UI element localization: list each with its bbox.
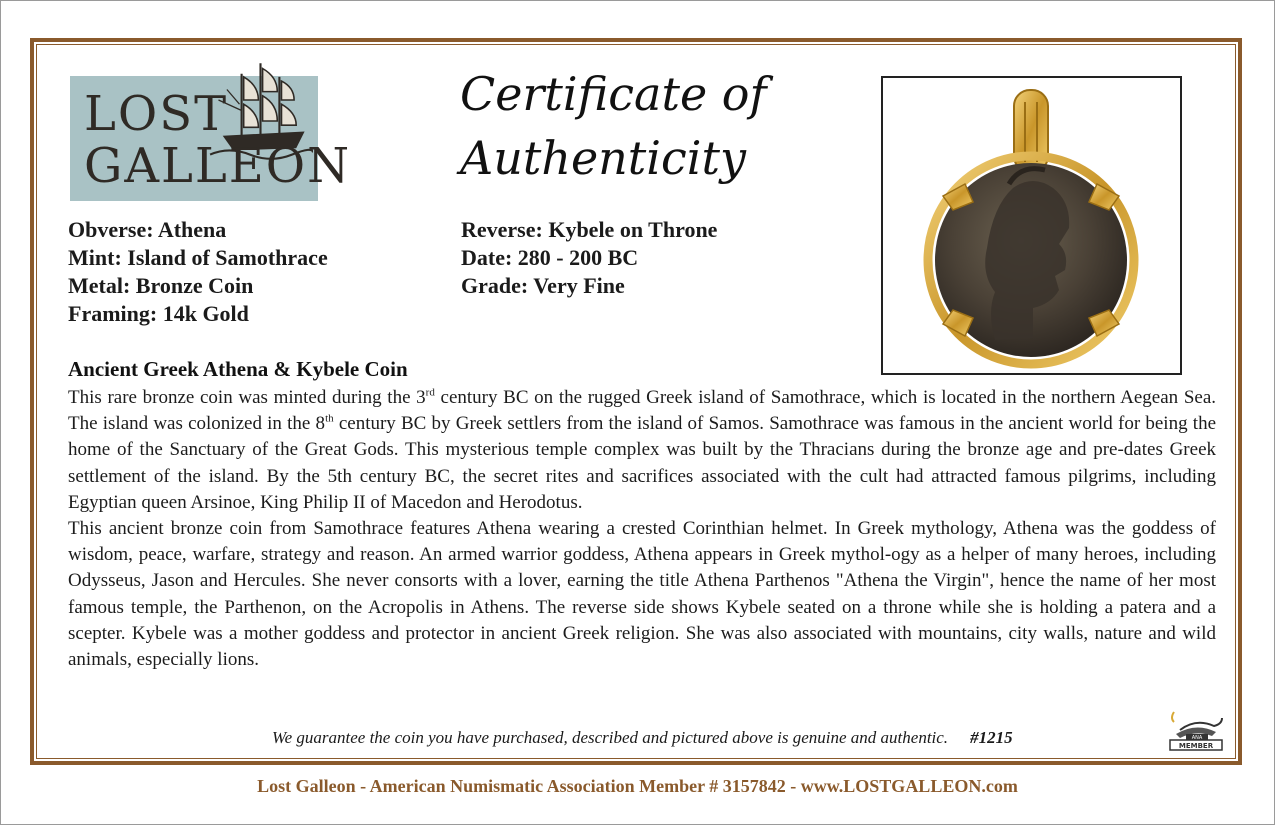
p1-part-b: century BC on the rugged Greek island of Samothrace, which is located in the northern Aegean Sea. The island was colonized in the 8	[68, 387, 1216, 435]
description-paragraph-2: This ancient bronze coin from Samothrace features Athena wearing a crested Corinthian helmet. In Greek mythology, Athena was the goddess of wisdom, peace, warfare, strategy and reason. An armed warrior goddess, Athena appears in Greek mythol-ogy as a helper of many heroes, including Odysseus, Jason and Hercules. She never consorts with a lover, earning the title Athena Parthenos "Athena the Virgin", hence the name of her most famous temple, the Parthenon, on the Acropolis in Athens. The reverse side shows Kybele seated on a throne while she is holding a patera and a scepter. Kybele was a mother goddess and protector in ancient Greek religion. She was also associated with mountains, city walls, nature and wild animals, especially lions.	[68, 518, 1216, 671]
p1-part-c: century BC by Greek settlers from the island of Samos. Samothrace was famous in the ancient world for being the home of the Sanctuary of the Great Gods. This mysterious temple complex was built by the Thracians during the bronze age and pre-dates Greek settlement of the island. By the 5th century BC, the secret rites and sacrifices associated with the cult had attracted famous pilgrims, including Egyptian queen Arsinoe, King Philip II of Macedon and Herodotus.	[68, 413, 1216, 513]
ana-member-label: MEMBER	[1178, 742, 1214, 750]
attr-grade: Grade: Very Fine	[461, 273, 625, 298]
logo-word-lost: LOST	[84, 86, 229, 142]
attributes-right	[461, 216, 717, 300]
p1-sup-rd: rd	[425, 386, 435, 399]
attributes-left	[68, 216, 328, 328]
logo-word-galleon: GALLEON	[84, 138, 352, 194]
title-line-2: Authenticity	[460, 131, 746, 185]
attr-reverse: Reverse: Kybele on Throne	[461, 217, 718, 242]
guarantee-line	[272, 728, 1013, 748]
attr-obverse: Obverse: Athena	[68, 217, 227, 242]
description-body	[68, 385, 1216, 673]
p1-sup-th: th	[325, 412, 334, 425]
description-paragraph-1	[68, 385, 1216, 516]
p1-part-a: This rare bronze coin was minted during the 3	[68, 387, 426, 408]
coin-pendant-image	[883, 78, 1180, 373]
certificate-title	[460, 62, 800, 190]
description-heading: Ancient Greek Athena & Kybele Coin	[68, 357, 408, 381]
attr-mint: Mint: Island of Samothrace	[68, 245, 328, 270]
coin-photo	[881, 76, 1182, 375]
guarantee-text: We guarantee the coin you have purchased, described and pictured above is genuine and authentic.	[272, 728, 949, 747]
attr-metal: Metal: Bronze Coin	[68, 273, 254, 298]
footer-line: Lost Galleon - American Numismatic Association Member # 3157842 - www.LOSTGALLEON.com	[257, 776, 1018, 796]
attr-framing: Framing: 14k Gold	[68, 301, 249, 326]
attr-date: Date: 280 - 200 BC	[461, 245, 639, 270]
title-line-1: Certificate of	[460, 67, 767, 121]
ana-label: ANA	[1191, 735, 1203, 741]
certificate-number: #1215	[970, 728, 1013, 747]
lost-galleon-logo	[70, 76, 352, 201]
ana-member-badge-icon	[1166, 704, 1226, 754]
